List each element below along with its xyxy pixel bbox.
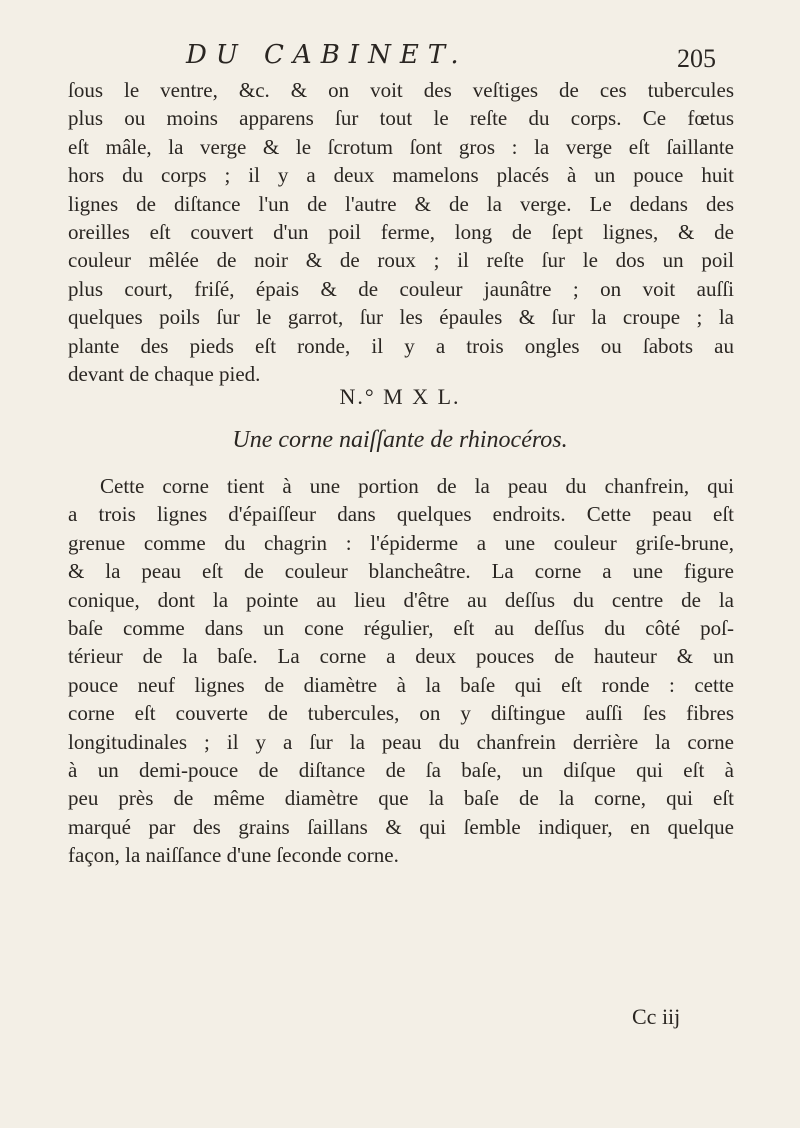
text-line: façon, la naiſſance d'une ſeconde corne. (68, 843, 399, 868)
text-line: longitudinales ; il y a ſur la peau du chanfrein derrière la corne (68, 729, 734, 754)
text-line: térieur de la baſe. La corne a deux pouces de hauteur & un (68, 644, 734, 669)
text-line: Cette corne tient à une portion de la peau du chanfrein, qui (100, 474, 734, 498)
text-line: peu près de même diamètre que la baſe de la corne, qui eſt (68, 786, 734, 811)
page-number: 205 (677, 44, 716, 73)
text-line: lignes de diſtance l'un de l'autre & de la verge. Le dedans des (68, 191, 734, 216)
text-line: pouce neuf lignes de diamètre à la baſe qui eſt ronde : cette (68, 672, 734, 697)
text-line: marqué par des grains ſaillans & qui ſemble indiquer, en quelque (68, 814, 734, 839)
entry-title: Une corne naiſſante de rhinocéros. (232, 427, 568, 453)
text-line: quelques poils ſur le garrot, ſur les épaules & ſur la croupe ; la (68, 305, 734, 330)
text-line: conique, dont la pointe au lieu d'être au deſſus du centre de la (68, 587, 734, 612)
text-line: à un demi-pouce de diſtance de ſa baſe, un diſque qui eſt à (68, 757, 734, 782)
text-line: plus court, friſé, épais & de couleur jaunâtre ; on voit auſſi (68, 276, 734, 301)
paragraph-fetus-description (68, 76, 734, 388)
text-line: corne eſt couverte de tubercules, on y diſtingue auſſi ſes fibres (68, 701, 734, 726)
text-line: a trois lignes d'épaiſſeur dans quelques endroits. Cette peau eſt (68, 502, 734, 527)
entry-number: N.° M X L. (339, 384, 461, 409)
text-line: devant de chaque pied. (68, 361, 261, 386)
text-line: ſous le ventre, &c. & on voit des veſtiges de ces tubercules (68, 78, 734, 102)
paragraph-rhinoceros-horn (68, 472, 734, 869)
text-line: baſe comme dans un cone régulier, eſt au deſſus du côté poſ- (68, 615, 734, 640)
text-line: couleur mêlée de noir & de roux ; il reſte ſur le dos un poil (68, 248, 734, 273)
signature-mark: Cc iij (632, 1004, 681, 1029)
running-head (186, 40, 716, 80)
text-line: plus ou moins apparens ſur tout le reſte du corps. Ce fœtus (68, 106, 734, 131)
text-line: & la peau eſt de couleur blancheâtre. La corne a une figure (68, 559, 734, 584)
text-line: grenue comme du chagrin : l'épiderme a une couleur griſe-brune, (68, 530, 734, 555)
text-line: eſt mâle, la verge & le ſcrotum ſont gros : la verge eſt ſaillante (68, 134, 734, 159)
text-line: oreilles eſt couvert d'un poil ferme, long de ſept lignes, & de (68, 219, 734, 244)
text-line: plante des pieds eſt ronde, il y a trois ongles ou ſabots au (68, 333, 734, 358)
text-line: hors du corps ; il y a deux mamelons placés à un pouce huit (68, 163, 734, 188)
running-head-title: DU CABINET. (186, 40, 468, 70)
